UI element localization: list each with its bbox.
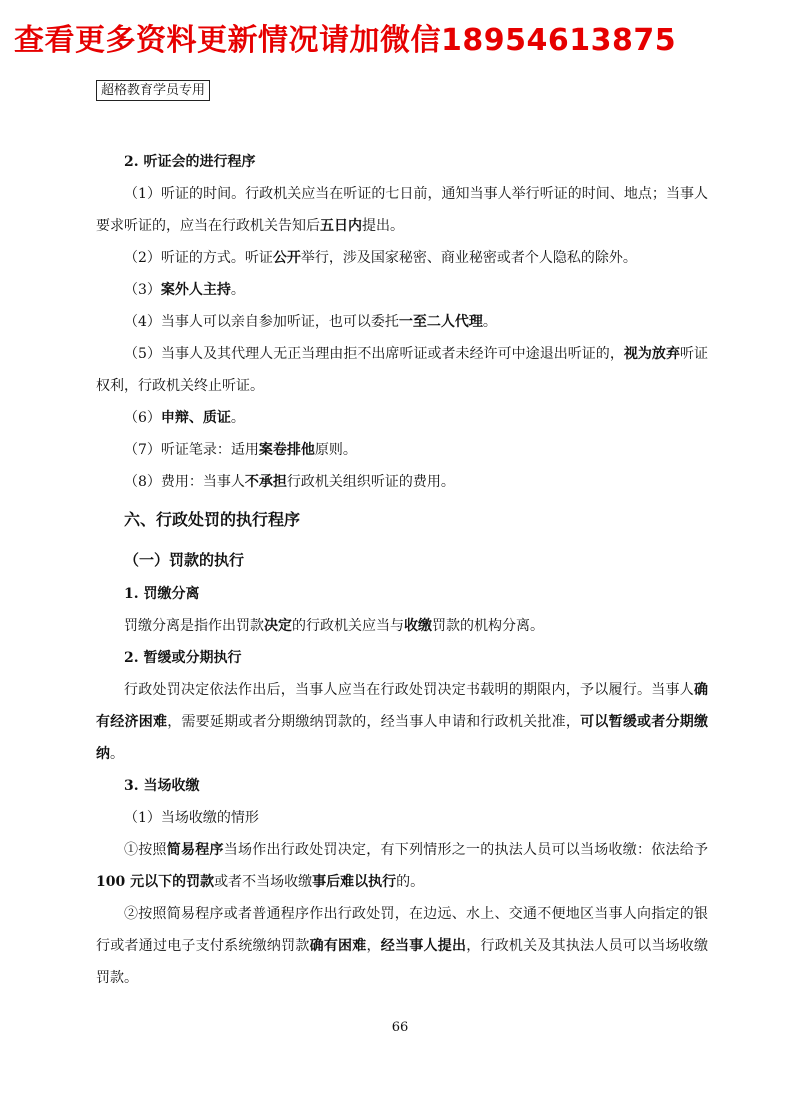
paragraph-case-1: ①按照简易程序当场作出行政处罚决定，有下列情形之一的执法人员可以当场收缴：依法给予100 元以下的罚款或者不当场收缴事后难以执行的。 — [96, 842, 708, 890]
paragraph-on-spot-cases: （1）当场收缴的情形 — [124, 810, 259, 826]
paragraph-defense: （6）申辩、质证。 — [124, 410, 245, 426]
chapter-heading-execution: 六、行政处罚的执行程序 — [124, 510, 301, 529]
heading-on-spot-collection: 3. 当场收缴 — [124, 778, 200, 794]
paragraph-deferred-payment: 行政处罚决定依法作出后，当事人应当在行政处罚决定书载明的期限内，予以履行。当事人确有经济困难，需要延期或者分期缴纳罚款的，经当事人申请和行政机关批准，可以暂缓或者分期缴纳。 — [96, 682, 709, 762]
paragraph-host: （3）案外人主持。 — [124, 282, 245, 298]
paragraph-absence: （5）当事人及其代理人无正当理由拒不出席听证或者未经许可中途退出听证的，视为放弃听证权利，行政机关终止听证。 — [96, 346, 709, 394]
paragraph-hearing-time: （1）听证的时间。行政机关应当在听证的七日前，通知当事人举行听证的时间、地点；当事人要求听证的，应当在行政机关告知后五日内提出。 — [96, 186, 708, 234]
section-heading-hearing-procedure: 2. 听证会的进行程序 — [124, 154, 256, 170]
subsection-heading-fine-execution: （一）罚款的执行 — [124, 551, 245, 569]
watermark-banner: 查看更多资料更新情况请加微信18954613875 — [14, 23, 677, 58]
document-body — [96, 146, 708, 994]
heading-separation: 1. 罚缴分离 — [124, 586, 200, 602]
paragraph-cost: （8）费用：当事人不承担行政机关组织听证的费用。 — [124, 474, 455, 490]
paragraph-separation: 罚缴分离是指作出罚款决定的行政机关应当与收缴罚款的机构分离。 — [124, 618, 544, 634]
paragraph-record: （7）听证笔录：适用案卷排他原则。 — [124, 442, 357, 458]
page-number: 66 — [391, 1020, 409, 1035]
paragraph-representation: （4）当事人可以亲自参加听证，也可以委托一至二人代理。 — [124, 314, 497, 330]
heading-deferred-payment: 2. 暂缓或分期执行 — [124, 650, 242, 666]
student-only-stamp: 超格教育学员专用 — [96, 80, 210, 101]
paragraph-case-2: ②按照简易程序或者普通程序作出行政处罚，在边远、水上、交通不便地区当事人向指定的银行或者通过电子支付系统缴纳罚款确有困难，经当事人提出，行政机关及其执法人员可以当场收缴罚款。 — [96, 906, 709, 986]
paragraph-hearing-method: （2）听证的方式。听证公开举行，涉及国家秘密、商业秘密或者个人隐私的除外。 — [124, 250, 637, 266]
